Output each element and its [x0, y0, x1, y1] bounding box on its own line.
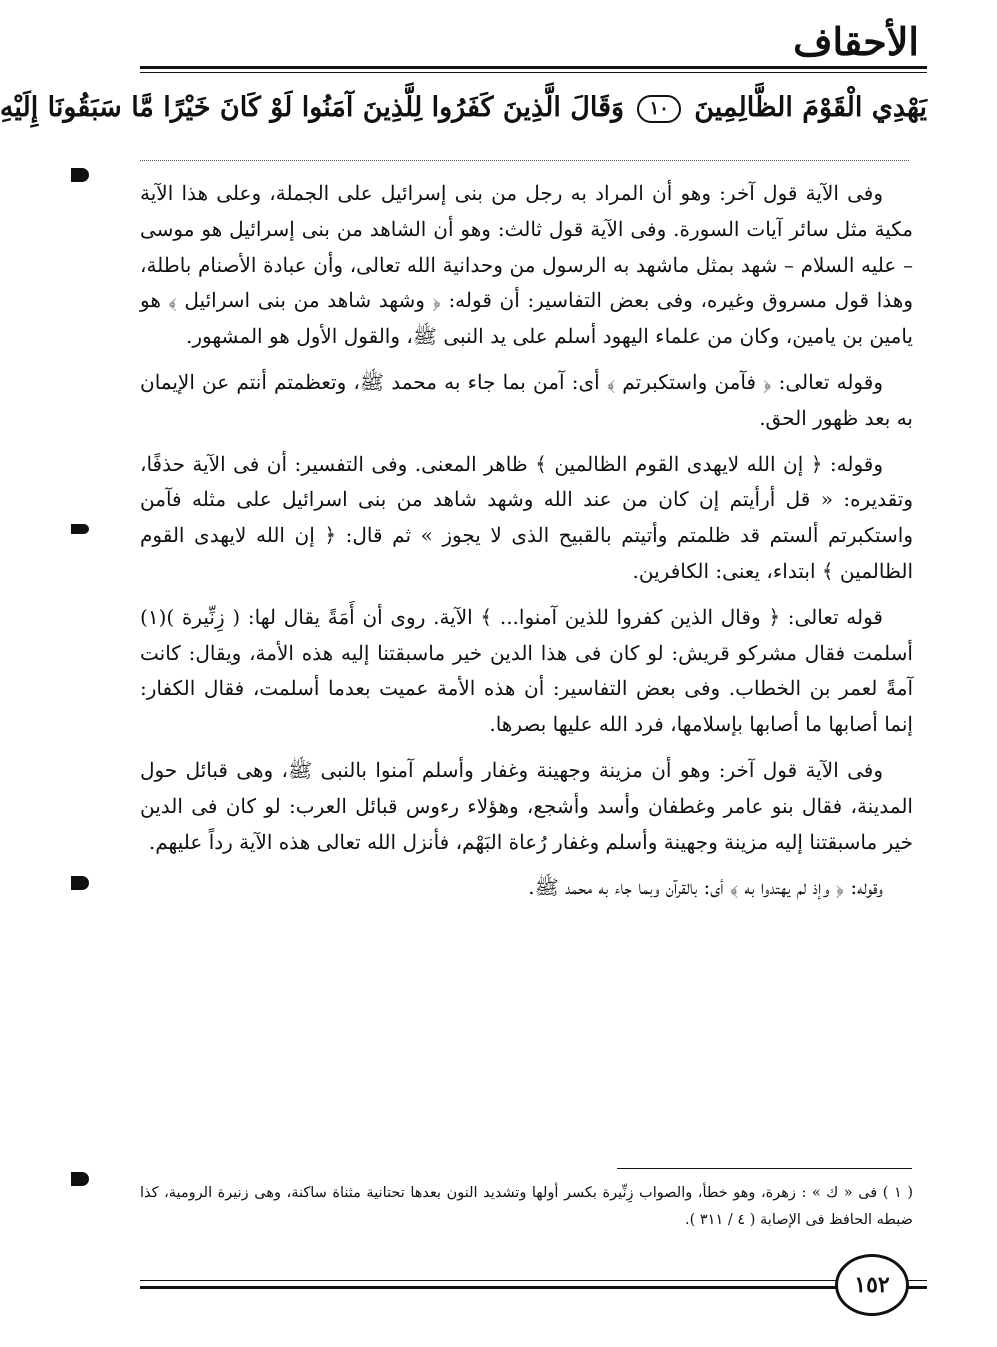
verse-separator: [140, 160, 909, 161]
quran-verse: [0, 80, 927, 136]
footnote-separator: [617, 1168, 912, 1169]
header-rule-thick: [140, 66, 927, 69]
verse-text-start: يَهْدِي الْقَوْمَ الظَّالِمِينَ: [694, 92, 927, 123]
paragraph: وقوله: ﴿ وإذ لم يهتدوا به ﴾ أى: بالقرآن وبما جاء به محمد ﷺ.: [528, 875, 883, 900]
edge-mark: [71, 168, 89, 182]
surah-title: الأحقاف: [793, 19, 919, 64]
edge-mark: [71, 876, 89, 890]
commentary-body: [140, 176, 913, 916]
paragraph: وفى الآية قول آخر: وهو أن مزينة وجهينة وغفار وأسلم آمنوا بالنبى ﷺ، وهى قبائل حول المدينة، فقال بنو عامر وغطفان وأسد وأشجع، وهؤلاء رءوس قبائل العرب: لو كان فى الدين خير ماسبقتنا إليه مزينة وجهينة وأسلم وغفار رُعاة البَهْم، فأنزل الله تعالى هذه الآية رداً عليهم.: [140, 757, 913, 854]
page-number: ١٥٢: [835, 1254, 909, 1316]
footnotes: [140, 1180, 913, 1234]
footer-rule-thick: [140, 1286, 927, 1289]
edge-mark: [71, 1172, 89, 1186]
paragraph: وقوله تعالى: ﴿ فآمن واستكبرتم ﴾ أى: آمن بما جاء به محمد ﷺ، وتعظمتم أنتم عن الإيمان به بعد ظهور الحق.: [140, 369, 913, 430]
verse-text-end: وَقَالَ الَّذِينَ كَفَرُوا لِلَّذِينَ آمَنُوا لَوْ كَانَ خَيْرًا مَّا سَبَقُونَا إِلَيْهِ: [0, 92, 625, 123]
footer-rule-thin: [140, 1280, 927, 1281]
edge-mark: [71, 524, 89, 534]
paragraph: قوله تعالى: ﴿ وقال الذين كفروا للذين آمنوا... ﴾ الآية. روى أن أَمَةً يقال لها: ( زِنِّيرة )(١) أسلمت فقال مشركو قريش: لو كان فى هذا الدين خير ماسبقتنا إليه هذه الأمة، ويقال: كانت آمةً لعمر بن الخطاب. وفى بعض التفاسير: أن هذه الأمة عميت بعدما أسلمت، فقال الكفار: إنما أصابها ما أصابها بإسلامها، فرد الله عليها بصرها.: [140, 604, 913, 737]
verse-number-marker: ١٠: [637, 95, 680, 123]
footnote: ( ١ ) فى « ك » : زهرة، وهو خطأ، والصواب زِنِّيرة بكسر أولها وتشديد النون بعدها تحتانية مثناة ساكنة، وهى زنيرة الرومية، كذا ضبطه الحافظ فى الإصابة ( ٤ / ٣١١ ).: [140, 1185, 913, 1228]
header-rule-thin: [140, 72, 927, 73]
paragraph: وفى الآية قول آخر: وهو أن المراد به رجل من بنى إسرائيل على الجملة، وعلى هذا الآية مكية مثل سائر آيات السورة. وفى الآية قول ثالث: وهو أن الشاهد من بنى إسرائيل هو موسى – عليه السلام – شهد بمثل ماشهد به الرسول من وحدانية الله تعالى، وأن عبادة الأصنام باطلة، وهذا قول مسروق وغيره، وفى بعض التفاسير: أن قوله: ﴿ وشهد شاهد من بنى اسرائيل ﴾ هو يامين بن يامين، وكان من علماء اليهود أسلم على يد النبى ﷺ، والقول الأول هو المشهور.: [140, 181, 913, 349]
paragraph: وقوله: ﴿ إن الله لايهدى القوم الظالمين ﴾ ظاهر المعنى. وفى التفسير: أن فى الآية حذفًا، وتقديره: « قل أرأيتم إن كان من عند الله وشهد شاهد من بنى اسرائيل على مثله فآمن واستكبرتم ألستم قد ظلمتم وأتيتم بالقبيح الذى لا يجوز » ثم قال: ﴿ إن الله لايهدى القوم الظالمين ﴾ ابتداء، يعنى: الكافرين.: [140, 451, 913, 583]
